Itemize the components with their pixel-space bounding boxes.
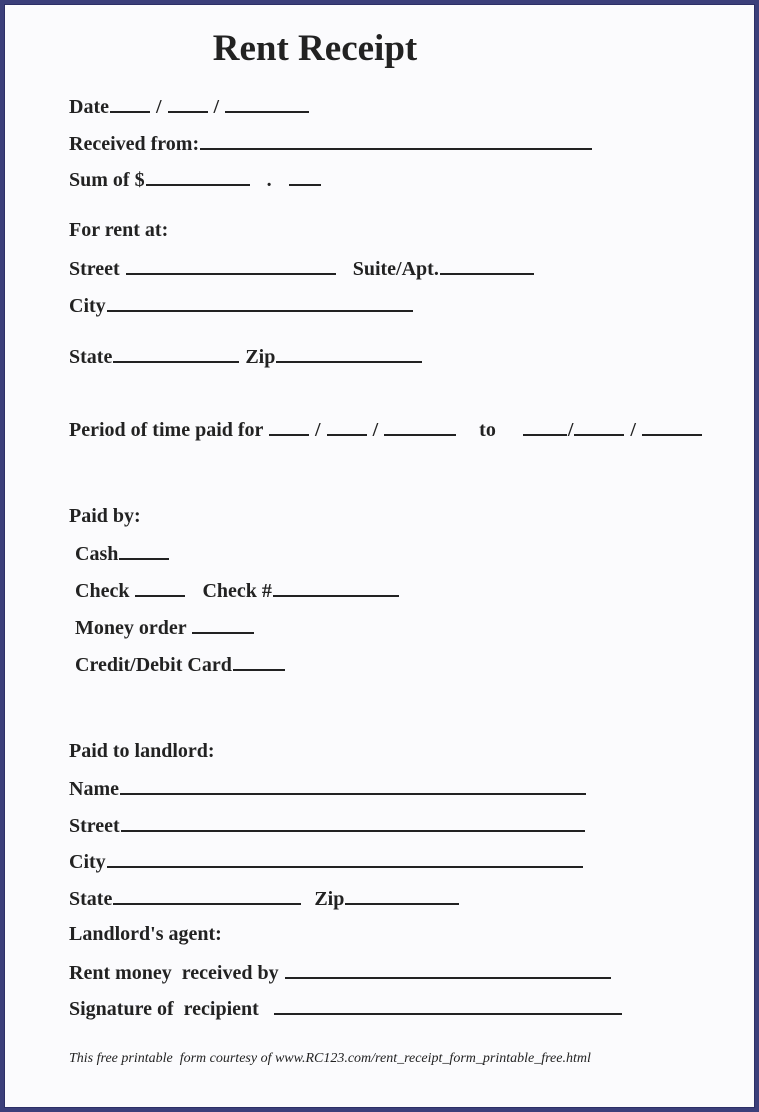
- check-row: [75, 577, 400, 603]
- landlord-zip-field[interactable]: [345, 885, 459, 905]
- date-year-field[interactable]: [225, 93, 309, 113]
- received-from-label: Received from:: [69, 133, 200, 155]
- period-label: Period of time paid for: [69, 419, 264, 441]
- cash-row: [75, 540, 170, 566]
- period-to-label: to: [479, 419, 496, 441]
- landlord-street-label: Street: [69, 815, 120, 837]
- date-row: [69, 93, 310, 119]
- card-field[interactable]: [233, 651, 285, 671]
- check-number-label: Check #: [202, 580, 272, 602]
- landlord-name-label: Name: [69, 778, 119, 800]
- period-to-day-field[interactable]: [574, 416, 624, 436]
- received-from-row: [69, 130, 593, 156]
- landlord-state-row: [69, 885, 460, 911]
- sum-dot: .: [266, 169, 272, 191]
- sum-dollars-field[interactable]: [146, 166, 250, 186]
- suite-label: Suite/Apt.: [352, 258, 439, 280]
- zip-field[interactable]: [276, 343, 422, 363]
- check-number-field[interactable]: [273, 577, 399, 597]
- rent-money-label: Rent money received by: [69, 962, 279, 984]
- period-sep-1: /: [315, 419, 321, 441]
- landlord-name-field[interactable]: [120, 775, 586, 795]
- landlord-name-row: [69, 775, 587, 801]
- date-label: Date: [69, 96, 109, 118]
- card-row: [75, 651, 286, 677]
- city-field[interactable]: [107, 292, 413, 312]
- form-title: Rent Receipt: [212, 28, 418, 69]
- state-row: [69, 343, 423, 369]
- state-label: State: [69, 346, 113, 368]
- city-row: [69, 292, 414, 318]
- date-sep-1: /: [155, 96, 162, 118]
- period-from-month-field[interactable]: [269, 416, 309, 436]
- suite-field[interactable]: [440, 255, 534, 275]
- period-sep-4: /: [630, 419, 636, 441]
- sum-label: Sum of $: [69, 169, 145, 191]
- period-to-month-field[interactable]: [523, 416, 567, 436]
- signature-label: Signature of recipient: [69, 998, 259, 1020]
- landlord-street-row: [69, 812, 586, 838]
- received-from-field[interactable]: [200, 130, 592, 150]
- street-label: Street: [69, 258, 120, 280]
- sum-row: [69, 166, 322, 192]
- state-field[interactable]: [113, 343, 239, 363]
- landlord-state-label: State: [69, 888, 113, 910]
- signature-field[interactable]: [274, 995, 622, 1015]
- for-rent-at-heading: For rent at:: [69, 219, 169, 241]
- check-label: Check: [75, 580, 130, 602]
- money-order-row: [75, 614, 255, 640]
- date-sep-2: /: [213, 96, 220, 118]
- signature-row: [69, 995, 623, 1021]
- period-to-year-field[interactable]: [642, 416, 702, 436]
- money-order-label: Money order: [75, 617, 187, 639]
- street-field[interactable]: [126, 255, 336, 275]
- city-label: City: [69, 295, 106, 317]
- sum-cents-field[interactable]: [289, 166, 321, 186]
- check-field[interactable]: [135, 577, 185, 597]
- landlord-city-label: City: [69, 851, 106, 873]
- cash-field[interactable]: [119, 540, 169, 560]
- period-sep-2: /: [372, 419, 379, 441]
- rent-money-row: [69, 959, 612, 985]
- card-label: Credit/Debit Card: [75, 654, 232, 676]
- period-row: [69, 416, 703, 442]
- period-from-year-field[interactable]: [384, 416, 456, 436]
- footer-credit: This free printable form courtesy of www.RC123.com/rent_receipt_form_printable_free.html: [69, 1051, 591, 1066]
- landlord-street-field[interactable]: [121, 812, 585, 832]
- landlord-city-field[interactable]: [107, 848, 583, 868]
- street-row: [69, 255, 535, 281]
- money-order-field[interactable]: [192, 614, 254, 634]
- paid-to-heading: Paid to landlord:: [69, 740, 215, 762]
- landlord-agent-heading: Landlord's agent:: [69, 923, 222, 945]
- date-day-field[interactable]: [168, 93, 208, 113]
- date-month-field[interactable]: [110, 93, 150, 113]
- paid-by-heading: Paid by:: [69, 505, 141, 527]
- landlord-state-field[interactable]: [113, 885, 301, 905]
- period-from-day-field[interactable]: [327, 416, 367, 436]
- period-sep-3: /: [567, 419, 574, 441]
- zip-label: Zip: [245, 346, 276, 368]
- landlord-city-row: [69, 848, 584, 874]
- cash-label: Cash: [75, 543, 119, 565]
- landlord-zip-label: Zip: [314, 888, 345, 910]
- rent-money-field[interactable]: [285, 959, 611, 979]
- rent-receipt-form: [4, 4, 755, 1108]
